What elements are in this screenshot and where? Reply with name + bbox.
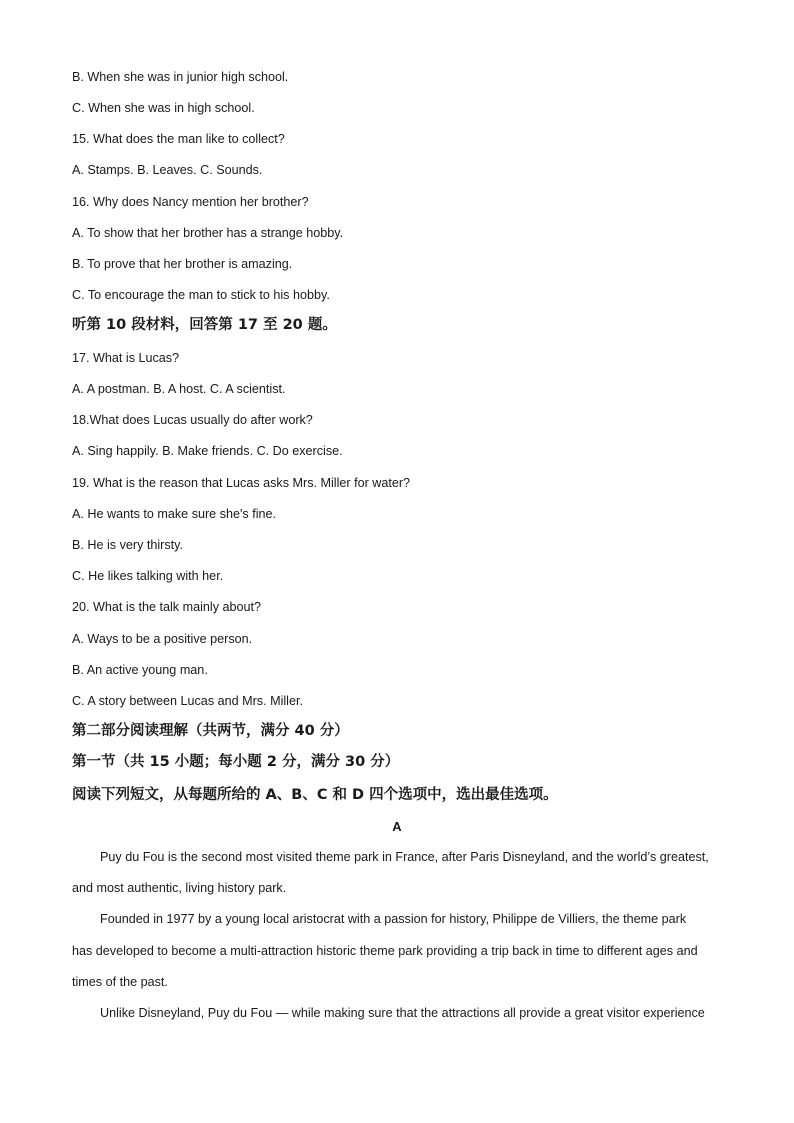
option-line: A. To show that her brother has a strange hobby.: [72, 226, 344, 240]
option-line: C. A story between Lucas and Mrs. Miller.: [72, 694, 303, 708]
option-line: C. When she was in high school.: [72, 101, 255, 115]
passage-line: has developed to become a multi-attraction historic theme park providing a trip back in time to different ages and: [72, 944, 698, 958]
option-line: B. An active young man.: [72, 663, 208, 677]
question-line: 20. What is the talk mainly about?: [72, 600, 262, 614]
option-line: A. Stamps. B. Leaves. C. Sounds.: [72, 163, 263, 177]
passage-line: Puy du Fou is the second most visited theme park in France, after Paris Disneyland, and the world’s greatest,: [100, 850, 709, 864]
option-line: A. Sing happily. B. Make friends. C. Do exercise.: [72, 444, 343, 458]
passage-line: times of the past.: [72, 975, 168, 989]
option-line: A. He wants to make sure she's fine.: [72, 507, 276, 521]
option-line: C. He likes talking with her.: [72, 569, 224, 583]
passage-line: and most authentic, living history park.: [72, 881, 287, 895]
option-line: A. A postman. B. A host. C. A scientist.: [72, 382, 286, 396]
question-line: 19. What is the reason that Lucas asks Mrs. Miller for water?: [72, 476, 411, 490]
passage-line: Unlike Disneyland, Puy du Fou — while making sure that the attractions all provide a great visitor experience: [100, 1006, 705, 1020]
part-2-heading: 第二部分阅读理解（共两节，满分 40 分）: [72, 723, 349, 739]
option-line: B. He is very thirsty.: [72, 538, 184, 552]
question-line: 16. Why does Nancy mention her brother?: [72, 195, 309, 209]
question-line: 17. What is Lucas?: [72, 351, 180, 365]
section-1-heading: 第一节（共 15 小题；每小题 2 分，满分 30 分）: [72, 754, 400, 770]
option-line: B. When she was in junior high school.: [72, 70, 289, 84]
option-line: C. To encourage the man to stick to his hobby.: [72, 288, 330, 302]
instruction-heading: 阅读下列短文，从每题所给的 A、B、C 和 D 四个选项中，选出最佳选项。: [72, 787, 558, 803]
section-10-heading: 听第 10 段材料，回答第 17 至 20 题。: [72, 317, 337, 333]
option-line: A. Ways to be a positive person.: [72, 632, 253, 646]
option-line: B. To prove that her brother is amazing.: [72, 257, 293, 271]
passage-title: A: [392, 819, 402, 834]
question-line: 15. What does the man like to collect?: [72, 132, 285, 146]
passage-line: Founded in 1977 by a young local aristocrat with a passion for history, Philippe de Villiers, the theme park: [100, 912, 687, 926]
question-line: 18.What does Lucas usually do after work?: [72, 413, 313, 427]
